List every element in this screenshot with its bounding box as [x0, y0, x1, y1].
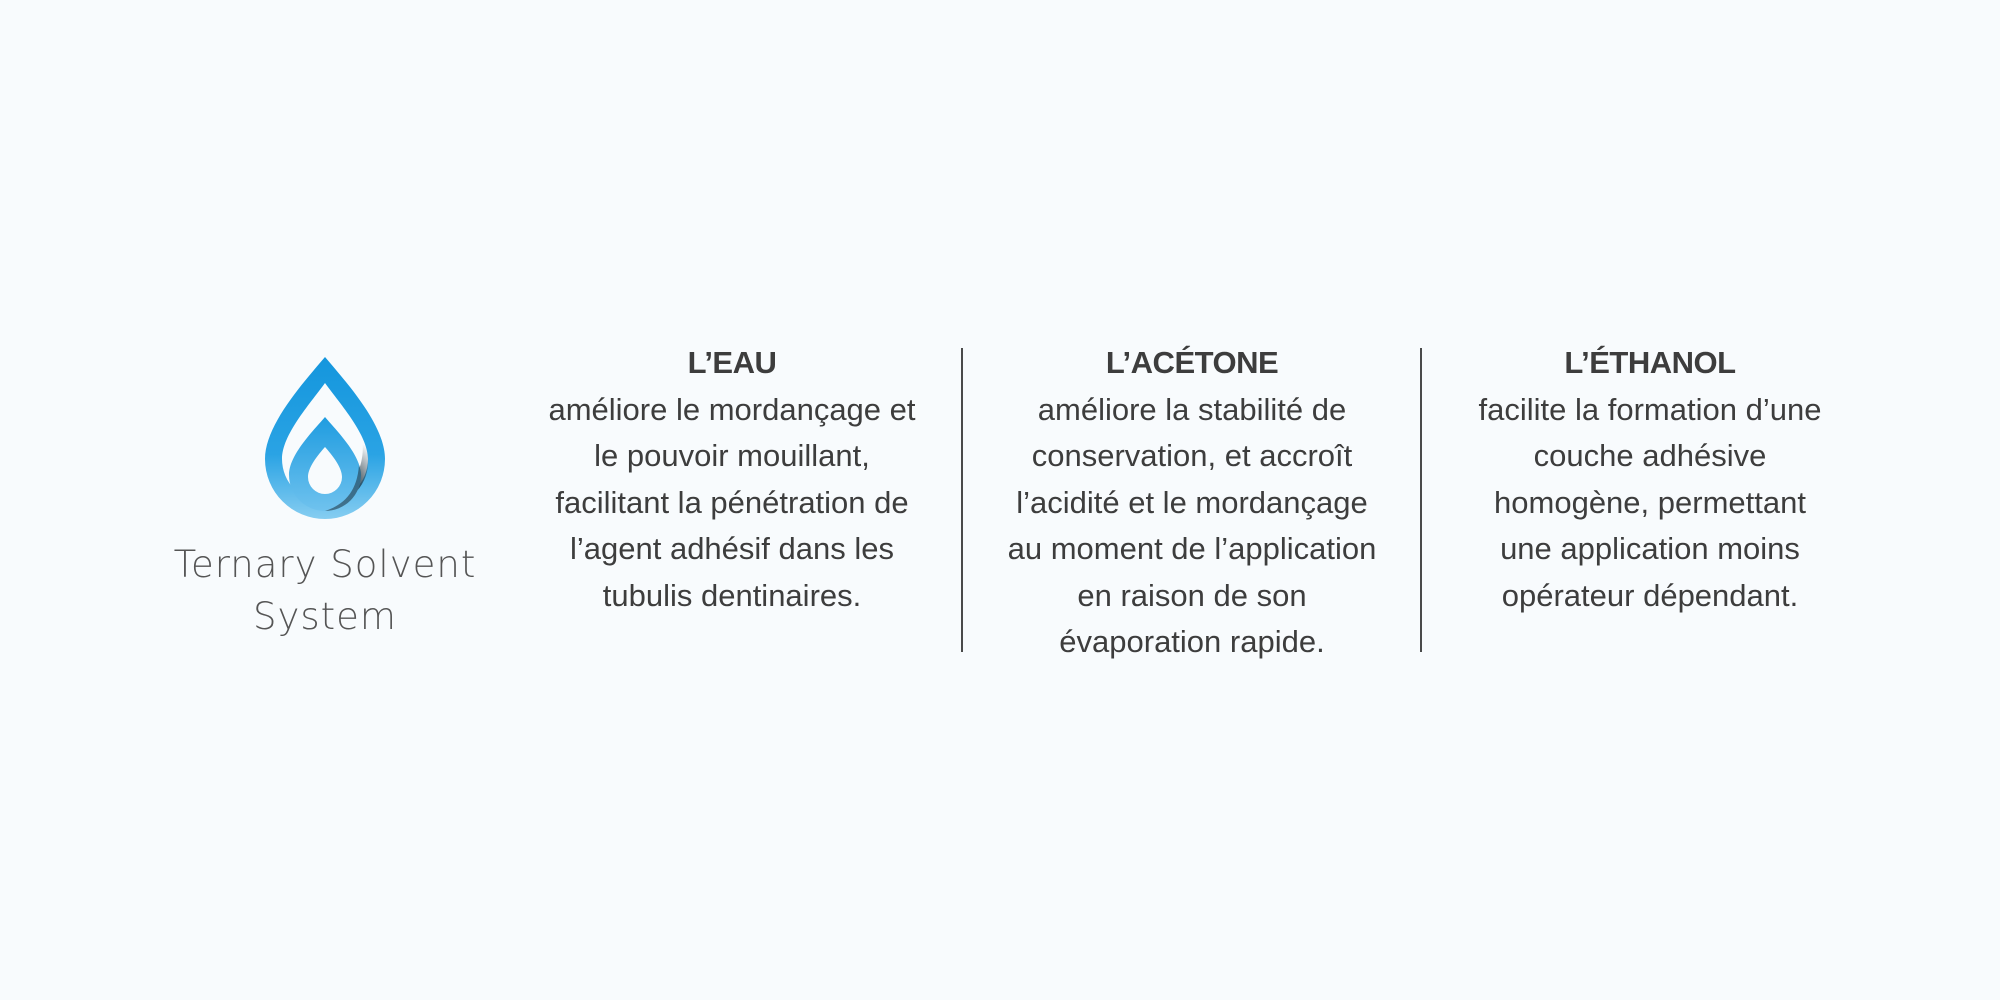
ethanol-column — [1440, 340, 1860, 619]
water-column — [522, 340, 942, 619]
water-description: améliore le mordançage et le pouvoir mouillant, facilitant la pénétration de l’agent adhésif dans les tubulis dentinaires. — [548, 391, 916, 613]
acetone-heading: L’ACÉTONE — [1105, 345, 1279, 380]
water-heading: L’EAU — [687, 345, 777, 380]
acetone-column — [982, 340, 1402, 666]
column-divider — [1420, 348, 1422, 652]
column-divider — [961, 348, 963, 652]
ethanol-heading: L’ÉTHANOL — [1564, 345, 1736, 380]
logo-title: Ternary Solvent System — [173, 543, 477, 638]
acetone-description: améliore la stabilité de conservation, et accroît l’acidité et le mordançage au moment de l’application en raison de son évaporation rapide. — [1007, 391, 1377, 659]
logo — [155, 355, 495, 643]
water-drop-icon — [263, 355, 387, 521]
ethanol-description: facilite la formation d’une couche adhésive homogène, permettant une application moins opérateur dépendant. — [1478, 391, 1822, 613]
